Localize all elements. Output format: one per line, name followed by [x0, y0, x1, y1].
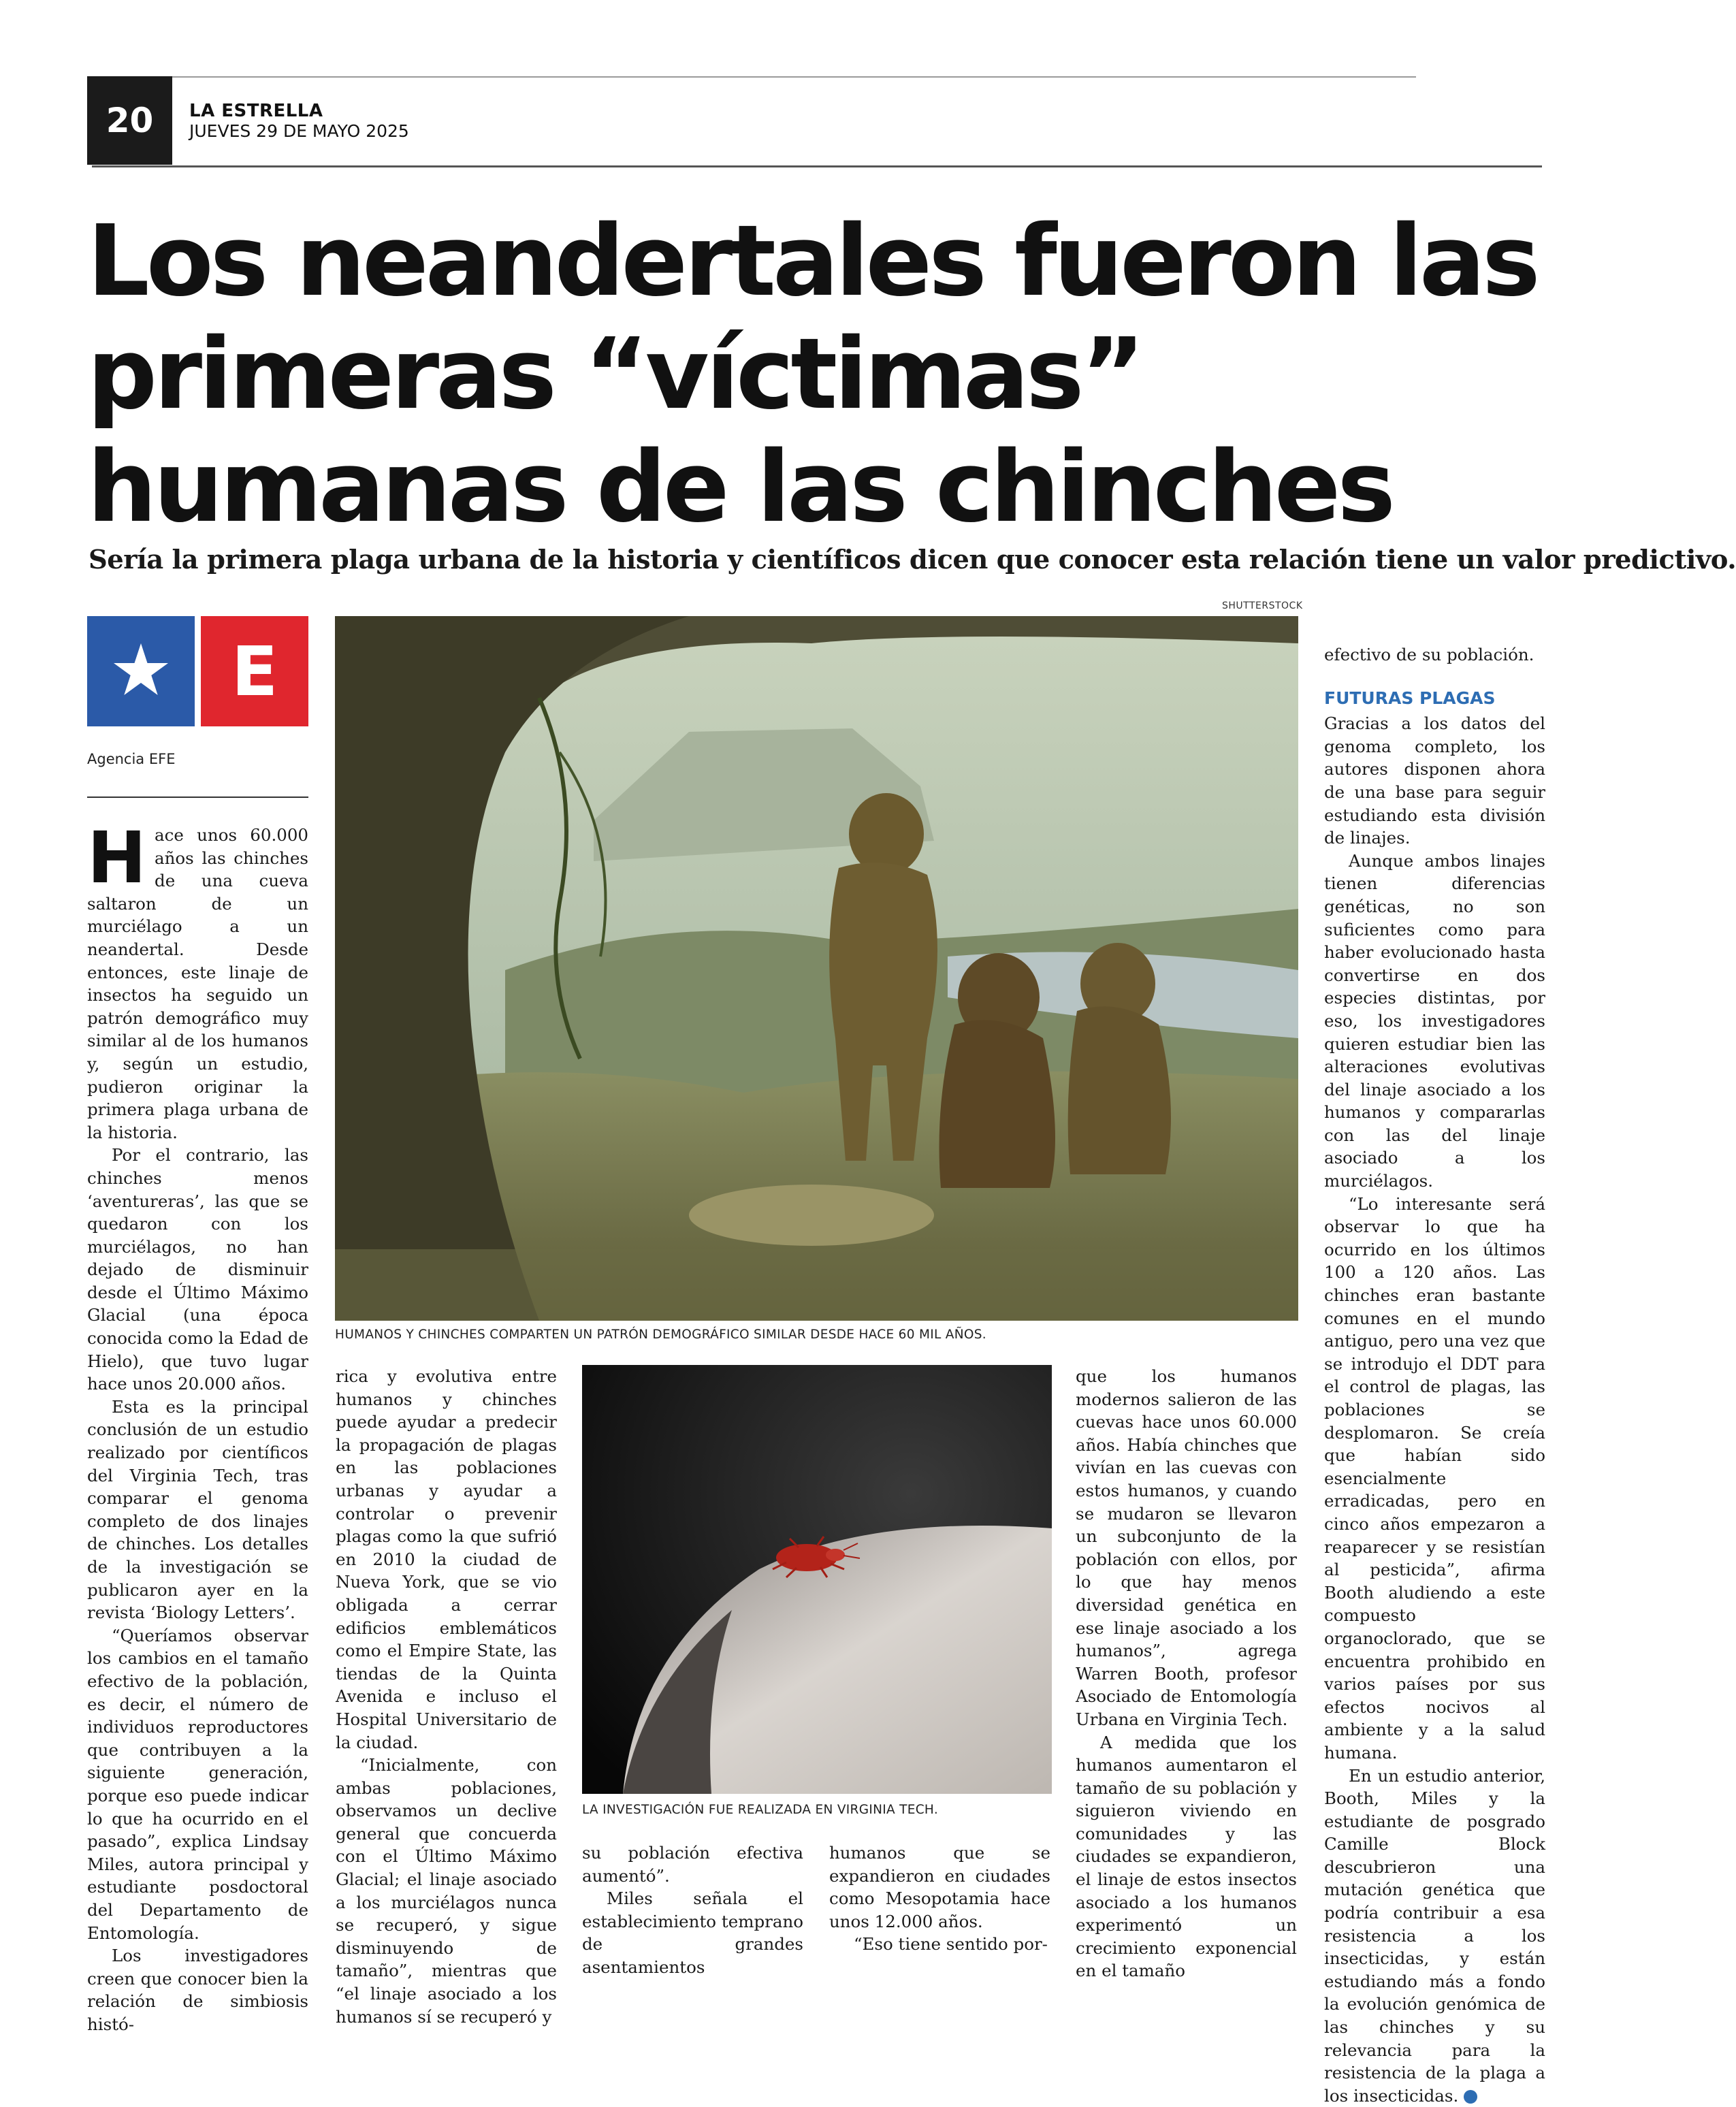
article-column-5 — [1076, 1365, 1297, 1981]
estrella-logo — [87, 616, 308, 726]
paragraph: humanos que se expandieron en ciudades como Mesopotamia hace unos 12.000 años. — [829, 1843, 1050, 1931]
paragraph: Miles señala el establecimiento temprano de grandes asentamientos — [582, 1888, 803, 1977]
paragraph: que los humanos modernos salieron de las cuevas hace unos 60.000 años. Había chinches que vivían en las cuevas con estos humanos, y cuando se mudaron se llevaron un subconjunto de la población con ellos, por lo que hay menos diversidad genética en ese linaje asociado a los humanos”, agrega Warren Booth, profesor Asociado de Entomología Urbana en Virginia Tech. — [1076, 1366, 1297, 1729]
bedbug-photo — [582, 1365, 1052, 1794]
paragraph: “Inicialmente, con ambas poblaciones, observamos un declive general que concuerda con el Último Máximo Glacial; el linaje asociado a los murciélagos nunca se recuperó, y sigue disminuyendo de tamaño”, mientras que “el linaje asociado a los humanos sí se recuperó y — [336, 1755, 557, 2027]
newspaper-name: LA ESTRELLA — [189, 101, 323, 121]
photo-caption-second: LA INVESTIGACIÓN FUE REALIZADA EN VIRGINIA TECH. — [582, 1803, 938, 1817]
paragraph: A medida que los humanos aumentaron el tamaño de su población y siguieron viviendo en comunidades y las ciudades se expandieron, el linaje de estos insectos asociado a los humanos experimentó un crecimiento exponencial en el tamaño — [1076, 1732, 1297, 1981]
page-number: 20 — [87, 76, 172, 165]
paragraph: “Queríamos observar los cambios en el tamaño efectivo de la población, es decir, el número de individuos reproductores que contribuyen a la siguiente generación, porque eso puede indicar lo que ha ocurrido en el pasado”, explica Lindsay Miles, autora principal y estudiante posdoctoral del Departamento de Entomología. — [87, 1625, 308, 1943]
article-column-2 — [336, 1365, 557, 2027]
paragraph: “Eso tiene sentido por- — [854, 1934, 1048, 1955]
paragraph: Aunque ambos linajes tienen diferencias genéticas, no son suficientes como para haber evolucionado hasta convertirse en dos especies distintas, por eso, los investigadores quieren estudiar bien las alteraciones evolutivas del linaje asociado a los humanos y compararlas con las del linaje asociado a los murciélagos. — [1324, 850, 1545, 1191]
publication-date: JUEVES 29 DE MAYO 2025 — [189, 121, 409, 141]
paragraph: Por el contrario, las chinches menos ‘aventureras’, las que se quedaron con los murciélagos, no han dejado de disminuir desde el Último Máximo Glacial (una época conocida como la Edad de Hielo), que tuvo lugar hace unos 20.000 años. — [87, 1145, 308, 1394]
paragraph: Gracias a los datos del genoma completo, los autores disponen ahora de una base para seguir estudiando esta división de linajes. — [1324, 713, 1545, 848]
neanderthal-diorama-photo — [335, 616, 1298, 1321]
paragraph: Esta es la principal conclusión de un estudio realizado por científicos del Virginia Tech, tras comparar el genoma completo de dos linajes de chinches. Los detalles de la investigación se publicaron ayer en la revista ‘Biology Letters’. — [87, 1396, 308, 1623]
paragraph: efectivo de su población. — [1324, 645, 1534, 664]
deck-subtitle: Sería la primera plaga urbana de la historia y científicos dicen que conocer esta relación tiene un valor predictivo. — [89, 545, 1736, 575]
header-rule — [92, 165, 1542, 167]
byline: Agencia EFE — [87, 751, 176, 767]
article-column-1 — [87, 816, 308, 2034]
drop-cap: H — [87, 816, 147, 899]
paragraph: En un estudio anterior, Booth, Miles y la estudiante de posgrado Camille Block descubrieron una mutación genética que podría contribuir a esa resistencia a los insecticidas, y están estudiando más a fondo la evolución genómica de las chinches y su relevancia para la resistencia de la plaga a los insecticidas. — [1324, 1765, 1545, 2106]
photo-credit: SHUTTERSTOCK — [1222, 600, 1303, 611]
section-subhead: FUTURAS PLAGAS — [1324, 688, 1496, 708]
headline: Los neandertales fueron las primeras “víctimas” humanas de las chinches — [87, 204, 1537, 544]
article-column-6 — [1324, 643, 1545, 2106]
photo-caption: HUMANOS Y CHINCHES COMPARTEN UN PATRÓN DEMOGRÁFICO SIMILAR DESDE HACE 60 MIL AÑOS. — [335, 1328, 986, 1342]
paragraph: su población efectiva aumentó”. — [582, 1843, 803, 1886]
article-column-4 — [829, 1841, 1050, 1955]
end-mark-icon: ✪ — [1464, 2090, 1477, 2104]
paragraph: ace unos 60.000 años las chinches de una cueva saltaron de un murciélago a un neandertal. Desde entonces, este linaje de insectos ha seguido un patrón demográfico muy similar al de los humanos y, según un estudio, pudieron originar la primera plaga urbana de la historia. — [87, 825, 308, 1142]
paragraph: Los investigadores creen que conocer bien la relación de simbiosis histó- — [87, 1946, 308, 2034]
byline-rule — [87, 797, 308, 798]
paragraph: “Lo interesante será observar lo que ha ocurrido en los últimos 100 a 120 años. Las chinches eran bastante comunes en el mundo antiguo, pero una vez que se introdujo el DDT para el control de plagas, las poblaciones se desplomaron. Se creía que habían sido esencialmente erradicadas, pero en cinco años empezaron a reaparecer y se resistían al pesticida”, afirma Booth aludiendo a este compuesto organoclorado, que se encuentra prohibido en varios países por sus efectos nocivos al ambiente y a la salud humana. — [1324, 1193, 1545, 1763]
logo-letter: E — [231, 632, 278, 711]
article-column-3 — [582, 1841, 803, 1977]
top-rule — [92, 76, 1416, 78]
paragraph: rica y evolutiva entre humanos y chinches puede ayudar a predecir la propagación de plagas en las poblaciones urbanas y ayudar a controlar o prevenir plagas como la que sufrió en 2010 la ciudad de Nueva York, que se vio obligada a cerrar edificios emblemáticos como el Empire State, las tiendas de la Quinta Avenida e incluso el Hospital Universitario de la ciudad. — [336, 1366, 557, 1752]
